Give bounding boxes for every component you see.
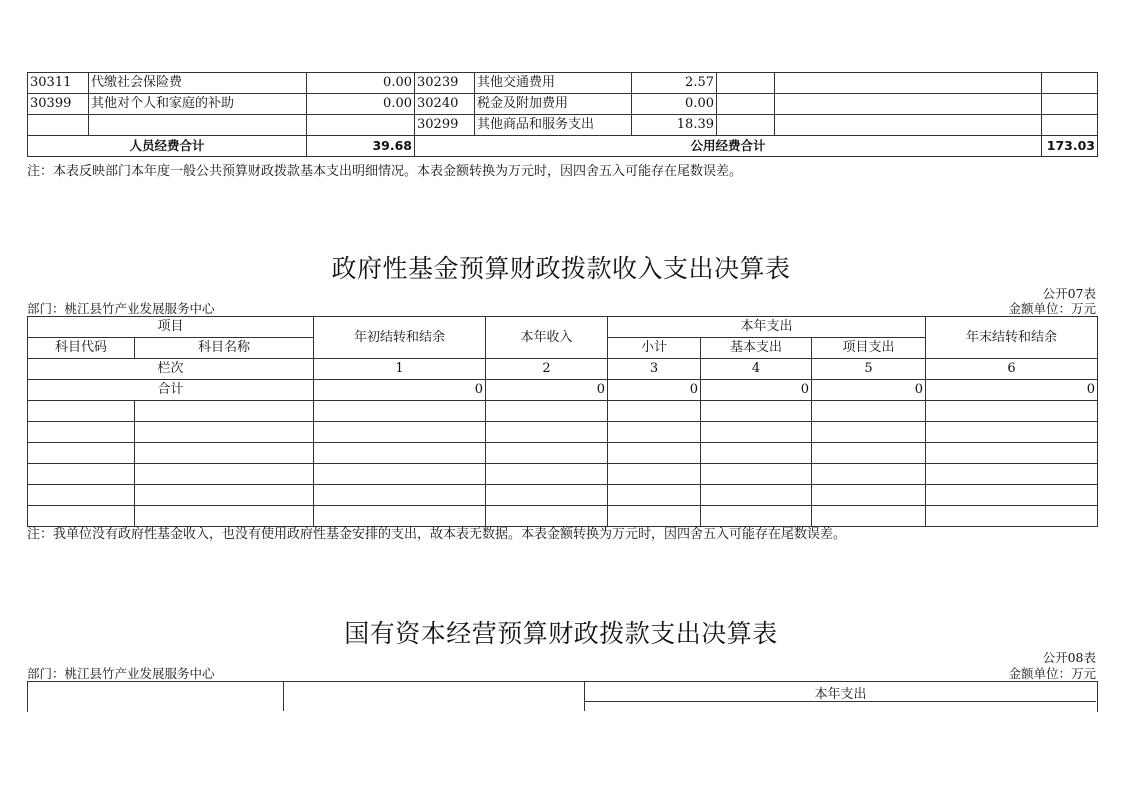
table-row	[28, 464, 1098, 485]
code-cell: 30399	[28, 94, 89, 115]
empty-cell	[1042, 73, 1098, 94]
total-value: 0	[812, 380, 926, 401]
table-row	[28, 115, 1098, 136]
table07-note: 注：我单位没有政府性基金收入，也没有使用政府性基金安排的支出，故本表无数据。本表金额转换为万元时，因四舍五入可能存在尾数误差。	[27, 527, 847, 542]
table-row	[28, 94, 1098, 115]
column-row-label: 栏次	[28, 359, 314, 380]
table-basic-expense-detail	[27, 72, 1098, 157]
name-cell: 其他商品和服务支出	[475, 115, 632, 136]
personnel-total-label: 人员经费合计	[28, 136, 307, 157]
amount-cell: 2.57	[632, 73, 717, 94]
table-row	[28, 422, 1098, 443]
table07-title: 政府性基金预算财政拨款收入支出决算表	[331, 254, 791, 283]
table07-number: 公开07表	[1042, 286, 1096, 301]
opening-header: 年初结转和结余	[314, 317, 486, 359]
amount-cell: 0.00	[307, 73, 415, 94]
name-cell: 税金及附加费用	[475, 94, 632, 115]
empty-cell	[1042, 94, 1098, 115]
subtotal-header: 小计	[608, 338, 701, 359]
table-row	[28, 401, 1098, 422]
empty-cell	[717, 115, 775, 136]
code-cell: 30299	[415, 115, 475, 136]
table06-note: 注：本表反映部门本年度一般公共预算财政拨款基本支出明细情况。本表金额转换为万元时，因四舍五入可能存在尾数误差。	[27, 164, 743, 179]
totals-row	[28, 136, 1098, 157]
table08-department: 部门：桃江县竹产业发展服务中心	[27, 666, 215, 681]
table08-divider	[283, 681, 284, 711]
total-row	[28, 380, 1098, 401]
name-cell: 其他交通费用	[475, 73, 632, 94]
total-value: 0	[608, 380, 701, 401]
table-row	[28, 485, 1098, 506]
table08-number: 公开08表	[1042, 650, 1096, 665]
expense-header: 本年支出	[608, 317, 926, 338]
name-header: 科目名称	[135, 338, 314, 359]
income-header: 本年收入	[486, 317, 608, 359]
total-value: 0	[926, 380, 1098, 401]
table07-unit: 金额单位：万元	[1008, 301, 1096, 316]
closing-header: 年末结转和结余	[926, 317, 1098, 359]
name-cell: 代缴社会保险费	[89, 73, 307, 94]
code-cell: 30240	[415, 94, 475, 115]
table-row	[28, 73, 1098, 94]
table08-title: 国有资本经营预算财政拨款支出决算表	[344, 619, 778, 648]
item-header: 项目	[28, 317, 314, 338]
amount-cell	[307, 115, 415, 136]
public-total-label: 公用经费合计	[415, 136, 1042, 157]
code-cell	[28, 115, 89, 136]
personnel-total-value: 39.68	[307, 136, 415, 157]
amount-cell: 0.00	[307, 94, 415, 115]
empty-cell	[775, 115, 1042, 136]
amount-cell: 18.39	[632, 115, 717, 136]
empty-cell	[717, 94, 775, 115]
empty-cell	[1042, 115, 1098, 136]
total-label: 合计	[28, 380, 314, 401]
basic-header: 基本支出	[701, 338, 812, 359]
amount-cell: 0.00	[632, 94, 717, 115]
code-cell: 30311	[28, 73, 89, 94]
name-cell: 其他对个人和家庭的补助	[89, 94, 307, 115]
table-gov-fund	[27, 316, 1098, 527]
column-number-row	[28, 359, 1098, 380]
column-number: 2	[486, 359, 608, 380]
empty-cell	[717, 73, 775, 94]
table08-unit: 金额单位：万元	[1008, 666, 1096, 681]
public-total-value: 173.03	[1042, 136, 1098, 157]
total-value: 0	[486, 380, 608, 401]
column-number: 1	[314, 359, 486, 380]
column-number: 4	[701, 359, 812, 380]
name-cell	[89, 115, 307, 136]
column-number: 6	[926, 359, 1098, 380]
column-number: 3	[608, 359, 701, 380]
empty-cell	[775, 73, 1042, 94]
table07-department: 部门：桃江县竹产业发展服务中心	[27, 301, 215, 316]
total-value: 0	[314, 380, 486, 401]
table-row	[28, 443, 1098, 464]
code-header: 科目代码	[28, 338, 135, 359]
empty-cell	[775, 94, 1042, 115]
header-row	[28, 317, 1098, 338]
table08-expense-header: 本年支出	[814, 687, 867, 702]
column-number: 5	[812, 359, 926, 380]
total-value: 0	[701, 380, 812, 401]
code-cell: 30239	[415, 73, 475, 94]
project-header: 项目支出	[812, 338, 926, 359]
